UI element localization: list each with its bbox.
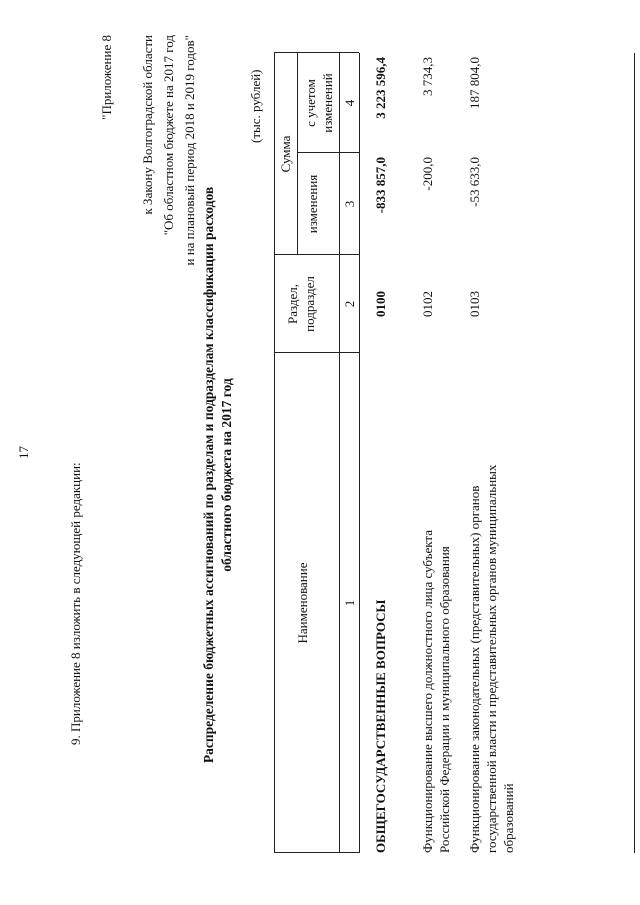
row-1-total: 3 223 596,4 xyxy=(373,57,388,119)
title-line-2: областного бюджета на 2017 год xyxy=(219,378,234,572)
header-section-line2: подраздел xyxy=(302,276,317,332)
units-label: (тыс. рублей) xyxy=(248,69,263,143)
column-number-1: 1 xyxy=(342,599,357,607)
header-section-line1: Раздел, xyxy=(285,283,300,325)
intro-text: 9. Приложение 8 изложить в следующей редакции: xyxy=(68,462,83,745)
row-2-name: Функционирование высшего должностного лица субъекта Российской Федерации и муниципального образования xyxy=(420,530,452,853)
header-section xyxy=(284,255,318,353)
header-divider xyxy=(339,53,340,853)
table-border-bottom xyxy=(634,53,635,853)
title-line-1: Распределение бюджетных ассигнований по разделам и подразделам классификации расходов xyxy=(201,186,216,764)
header-changes: изменения xyxy=(305,174,320,234)
appendix-title: "Приложение 8 xyxy=(99,35,114,120)
row-2-total: 3 734,3 xyxy=(420,57,435,96)
header-sum: Сумма xyxy=(278,135,293,173)
row-3-total: 187 804,0 xyxy=(467,57,482,109)
row-2-change: -200,0 xyxy=(420,157,435,191)
column-number-4: 4 xyxy=(342,99,357,107)
header-name: Наименование xyxy=(295,562,310,644)
document-title xyxy=(200,165,236,785)
appendix-law-name: "Об областном бюджете на 2017 год xyxy=(161,35,176,236)
appendix-law-period: и на плановый период 2018 и 2019 годов" xyxy=(182,35,197,266)
header-with-changes-line2: изменений xyxy=(320,73,335,133)
row-1-name: ОБЩЕГОСУДАРСТВЕННЫЕ ВОПРОСЫ xyxy=(373,599,388,853)
appendix-header xyxy=(96,35,200,345)
row-3-code: 0103 xyxy=(467,291,482,317)
column-number-3: 3 xyxy=(342,200,357,208)
table-border-top xyxy=(274,53,275,853)
row-1-change: -833 857,0 xyxy=(373,157,388,214)
row-3-name: Функционирование законодательных (представительных) органов государственной власти и представительных органов муниципальных образований xyxy=(467,464,516,853)
header-with-changes xyxy=(302,53,336,153)
row-1-code: 0100 xyxy=(373,291,388,317)
header-with-changes-line1: с учетом xyxy=(303,79,318,127)
column-number-divider xyxy=(359,53,360,853)
row-3-change: -53 633,0 xyxy=(467,157,482,207)
row-2-code: 0102 xyxy=(420,291,435,317)
appendix-law-ref: к Закону Волгоградской области xyxy=(140,35,155,215)
budget-table xyxy=(274,53,634,853)
page-number: 17 xyxy=(16,446,31,459)
column-number-2: 2 xyxy=(342,300,357,308)
sum-header-divider xyxy=(297,53,298,255)
